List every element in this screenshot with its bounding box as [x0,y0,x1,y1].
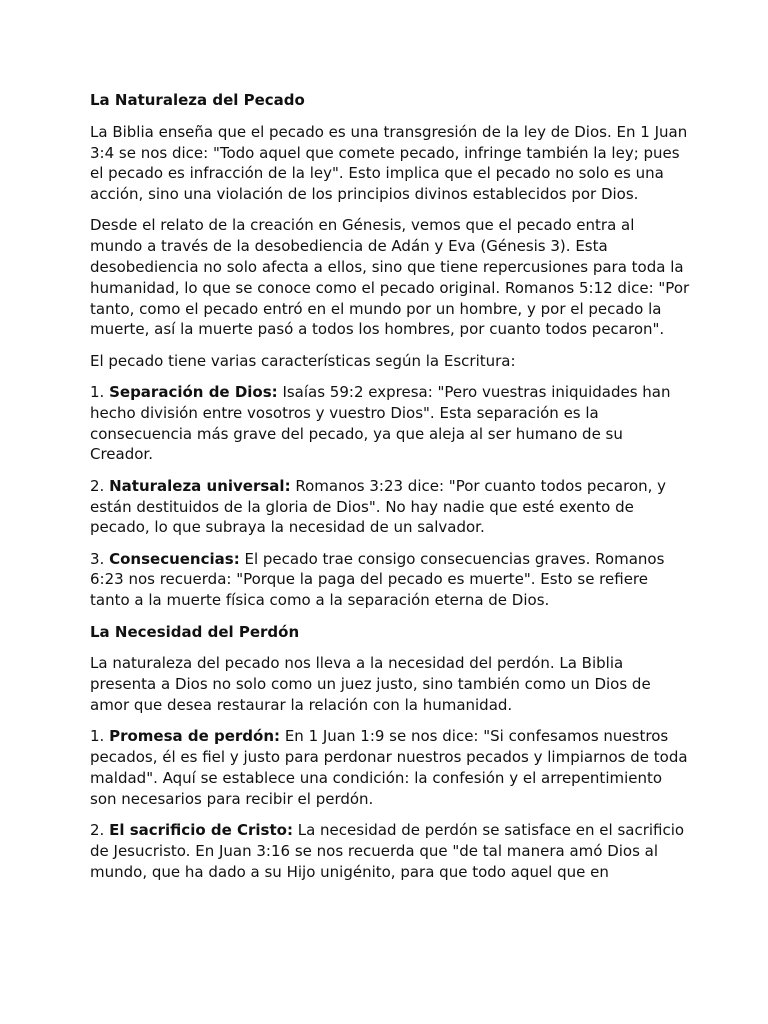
list-item-number: 1. [90,383,105,402]
list-item-title: Separación de Dios: [109,383,278,402]
section-heading: La Necesidad del Perdón [90,622,300,641]
list-item [90,476,690,538]
section-need-for-forgiveness [90,622,690,883]
list-item-number: 2. [90,820,105,839]
list-item-text: Isaías 59:2 expresa: "Pero vuestras iniquidades han hecho división entre vosotros y vuestro Dios". Esta separación es la consecuencia más grave del pecado, ya que aleja al ser humano de su Creador. [90,383,671,464]
list-item-title: Consecuencias: [109,549,240,568]
section-nature-of-sin [90,90,690,611]
list-item-text: En 1 Juan 1:9 se nos dice: "Si confesamos nuestros pecados, él es fiel y justo para perdonar nuestros pecados y limpiarnos de toda maldad". Aquí se establece una condición: la confesión y el arrepentimiento son necesarios para recibir el perdón. [90,727,688,808]
list-item [90,820,690,882]
list-item-title: Promesa de perdón: [109,727,281,746]
list-item [90,382,690,465]
paragraph: El pecado tiene varias características según la Escritura: [90,351,516,370]
list-item-number: 3. [90,549,105,568]
list-item-text: La necesidad de perdón se satisface en el sacrificio de Jesucristo. En Juan 3:16 se nos recuerda que "de tal manera amó Dios al mundo, que ha dado a su Hijo unigénito, para que todo aquel que en [90,820,685,881]
paragraph: Desde el relato de la creación en Génesis, vemos que el pecado entra al mundo a través de la desobediencia de Adán y Eva (Génesis 3). Esta desobediencia no solo afecta a ellos, sino que tiene repercusiones para toda la humanidad, lo que se conoce como el pecado original. Romanos 5:12 dice: "Por tanto, como el pecado entró en el mundo por un hombre, y por el pecado la muerte, así la muerte pasó a todos los hombres, por cuanto todos pecaron". [90,216,690,339]
list-item-number: 1. [90,727,105,746]
list-item-text: El pecado trae consigo consecuencias graves. Romanos 6:23 nos recuerda: "Porque la paga del pecado es muerte". Esto se refiere tanto a la muerte física como a la separación eterna de Dios. [90,549,665,610]
paragraph: La naturaleza del pecado nos lleva a la necesidad del perdón. La Biblia presenta a Dios no solo como un juez justo, sino también como un Dios de amor que desea restaurar la relación con la humanidad. [90,654,651,714]
list-item-number: 2. [90,476,105,495]
list-item-title: Naturaleza universal: [109,476,291,495]
list-item-text: Romanos 3:23 dice: "Por cuanto todos pecaron, y están destituidos de la gloria de Dios". No hay nadie que esté exento de pecado, lo que subraya la necesidad de un salvador. [90,476,667,537]
list-item [90,549,690,611]
list-item-title: El sacrificio de Cristo: [109,820,293,839]
document-page [90,90,690,893]
section-heading: La Naturaleza del Pecado [90,91,305,109]
list-item [90,726,690,809]
paragraph: La Biblia enseña que el pecado es una transgresión de la ley de Dios. En 1 Juan 3:4 se nos dice: "Todo aquel que comete pecado, infringe también la ley; pues el pecado es infracción de la ley". Esto implica que el pecado no solo es una acción, sino una violación de los principios divinos establecidos por Dios. [90,122,688,204]
